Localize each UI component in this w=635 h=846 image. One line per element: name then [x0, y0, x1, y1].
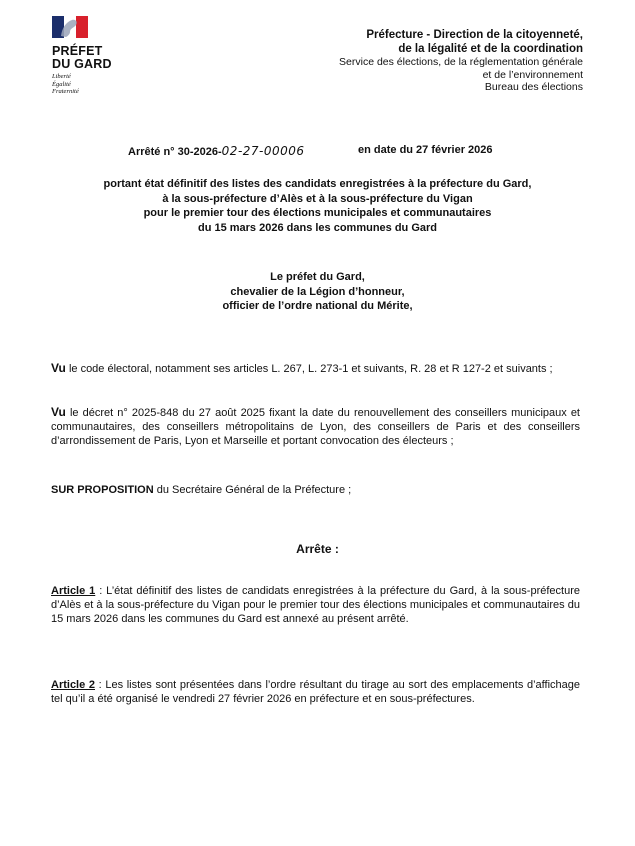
- prefet-title-2: chevalier de la Légion d’honneur,: [230, 285, 405, 298]
- marianne-emblem-icon: [52, 16, 88, 38]
- prefet-title-1: Le préfet du Gard,: [270, 271, 365, 283]
- subject-line-4: du 15 mars 2026 dans les communes du Gard: [197, 221, 438, 234]
- direction-line-1: Préfecture - Direction de la citoyenneté,: [366, 29, 583, 41]
- arrete-subject: [60, 177, 575, 235]
- motto-egalite: Égalité: [52, 80, 71, 88]
- arrete-heading: Arrête :: [296, 542, 339, 556]
- motto-liberte: Liberté: [52, 73, 71, 80]
- proposition-label: SUR PROPOSITION: [51, 484, 154, 496]
- article-2-label: Article 2: [51, 679, 95, 691]
- motto-fraternite: Fraternité: [52, 88, 79, 95]
- article-2: [51, 679, 580, 707]
- arrete-date: en date du 27 février 2026: [358, 144, 493, 156]
- prefet-line-2: DU GARD: [52, 57, 112, 71]
- visa-code-electoral: [51, 362, 580, 377]
- prefecture-logo: [52, 16, 142, 96]
- service-line-1: Service des élections, de la réglementation générale: [339, 56, 583, 68]
- bureau-line: Bureau des élections: [484, 81, 583, 93]
- article-1-label: Article 1: [51, 585, 96, 597]
- visa-text: le décret n° 2025-848 du 27 août 2025 fixant la date du renouvellement des conseillers municipaux et communautaires, des conseillers métropolitains de Lyon, des conseillers de Paris et des conseillers d’arrondissement de Paris, Lyon et Marseille et portant convocation des électeurs ;: [51, 407, 580, 447]
- arrete-number-handwritten: 02-27-00006: [221, 144, 305, 158]
- prefet-line-1: PRÉFET: [52, 44, 103, 58]
- proposition: [51, 484, 580, 498]
- subject-line-3: pour le premier tour des élections municipales et communautaires: [143, 207, 492, 219]
- prefet-du-gard-title: [52, 45, 142, 71]
- proposition-text: du Secrétaire Général de la Préfecture ;: [153, 484, 352, 496]
- arrete-number: [128, 144, 305, 158]
- visa-label: Vu: [51, 361, 66, 375]
- visa-text: le code électoral, notamment ses articles L. 267, L. 273-1 et suivants, R. 28 et R 127-2 et suivants ;: [65, 363, 553, 375]
- visa-label: Vu: [51, 405, 66, 419]
- subject-line-1: portant état définitif des listes des candidats enregistrées à la préfecture du Gard,: [103, 178, 532, 190]
- article-1-text: : L’état définitif des listes de candidats enregistrées à la préfecture du Gard, à la sous-préfecture d’Alès et à la sous-préfecture du Vigan pour le premier tour des élections municipales et communautaires du 15 mars 2026 dans les communes du Gard est annexé au présent arrêté.: [51, 585, 580, 625]
- arrete-number-prefix: Arrêté n° 30-2026-: [128, 146, 222, 158]
- article-1: [51, 585, 580, 626]
- prefet-title-3: officier de l’ordre national du Mérite,: [222, 300, 413, 312]
- article-2-text: : Les listes sont présentées dans l’ordre résultant du tirage au sort des emplacements d’affichage tel qu’il a été organisé le vendredi 27 février 2026 en préfecture et en sous-préfectures.: [51, 679, 580, 705]
- prefet-titles: [60, 270, 575, 314]
- issuing-office-header: [283, 28, 583, 94]
- direction-line-2: de la légalité et de la coordination: [398, 43, 583, 55]
- visa-decret: [51, 406, 580, 448]
- republic-motto: [52, 73, 142, 96]
- subject-line-2: à la sous-préfecture d’Alès et à la sous-préfecture du Vigan: [162, 192, 473, 205]
- service-line-2: et de l’environnement: [482, 68, 583, 81]
